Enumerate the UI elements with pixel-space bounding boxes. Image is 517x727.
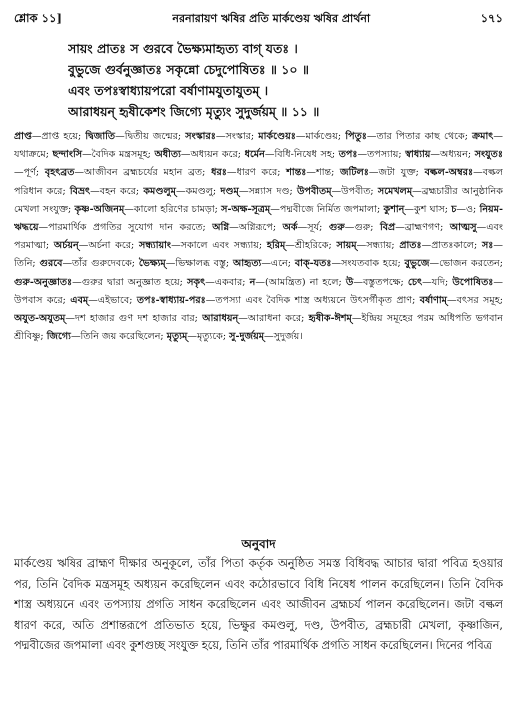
synonym-term: মার্কণ্ডেয়ঃ <box>258 131 296 142</box>
synonym-term: সংস্কারঃ <box>185 131 216 142</box>
synonym-term: হৃষীক-ঈশম্‌ <box>308 313 352 325</box>
verse-line: আরাধয়ন্‌ হৃষীকেশং জিগ্যে মৃত্যুং সুদুর্জয়ম্‌ ॥ ১১ ॥ <box>68 104 320 119</box>
synonym-term: সংযুতঃ <box>474 149 503 161</box>
synonym-gloss: —শ্রীহরিকে; <box>285 240 337 252</box>
synonym-gloss: —এনে; <box>261 258 295 270</box>
synonym-term: দণ্ডম্‌ <box>220 185 239 197</box>
synonym-gloss: —কালো হরিণের চামড়া; <box>124 203 222 215</box>
synonym-term: কমণ্ডলুম্‌ <box>143 185 176 197</box>
synonym-gloss: —পদ্মবীজে নির্মিত জপমালা; <box>270 203 384 215</box>
synonym-term: অধীত্য <box>154 149 181 161</box>
synonym-term: আরাধয়ন্‌ <box>202 313 239 325</box>
sanskrit-verses <box>14 38 503 122</box>
synonym-term: বিভ্রৎ <box>69 185 91 197</box>
synonym-gloss: —সন্ধ্যায়; <box>356 240 400 252</box>
synonym-gloss: —সংস্কার; <box>215 131 259 142</box>
running-head <box>14 10 503 30</box>
synonym-gloss: —আজীবন ব্রহ্মচর্যের মহান ব্রত; <box>74 167 212 179</box>
synonym-gloss: —তপস্যা এবং বৈদিক শাস্ত্র অধ্যয়নে উৎসর্গীকৃত প্রাণ; <box>205 294 420 306</box>
synonym-gloss: —গুরুর দ্বারা অনুজ্ঞাত হয়ে; <box>72 276 188 288</box>
synonym-term: মৃত্যুম্‌ <box>166 331 188 343</box>
synonym-gloss: —ধারণ করে; <box>226 167 287 179</box>
synonym-gloss: —এবং পরমাত্মা; <box>14 222 503 252</box>
synonym-gloss: —এইভাবে; <box>88 294 137 306</box>
synonym-gloss: —যথাক্রমে; <box>14 131 503 161</box>
synonym-term: হরিম্‌ <box>266 240 286 252</box>
synonym-gloss: —বস্তুতপক্ষে; <box>353 276 408 288</box>
synonym-term: সন্ধ্যায়াং <box>138 240 172 252</box>
synonym-term: ক্রমাৎ <box>472 131 494 142</box>
synonym-term: বুভুজে <box>404 258 430 270</box>
synonym-term: অর্ক <box>282 222 298 234</box>
synonym-gloss: —গুরু; <box>344 222 380 234</box>
synonym-gloss: —তাঁর গুরুদেবকে; <box>62 258 139 270</box>
synonym-term: তপঃ <box>338 149 358 161</box>
synonym-term: ধরঃ <box>211 167 227 179</box>
synonym-term: উপোষিতঃ <box>452 276 494 288</box>
synonym-gloss: —বিধি-নিষেধ সহ; <box>264 149 339 161</box>
synonym-gloss: —উপবাস করে; <box>14 276 503 306</box>
synonym-term: শান্তঃ <box>286 167 307 179</box>
synonym-term: জটিলঃ <box>340 167 369 179</box>
synonym-term: গুরু <box>328 222 345 234</box>
synonym-gloss: —তপস্যায়; <box>357 149 406 161</box>
synonym-term: অগ্নি <box>212 222 230 234</box>
synonym-gloss: —ভোজন করতেন; <box>429 258 503 270</box>
synonym-term: সু-দুর্জয়ম্‌ <box>229 331 265 343</box>
synonym-gloss: —অগ্নিরূপে; <box>229 222 283 234</box>
synonym-term: চ <box>451 203 457 215</box>
synonym-term: তপঃ-স্বাধ্যায়-পরঃ <box>136 294 206 306</box>
synonym-gloss: —সকালে এবং সন্ধ্যায়; <box>171 240 267 252</box>
synonym-gloss: —প্রাপ্ত হয়ে; <box>31 131 86 142</box>
synonym-term: ধর্মেন <box>244 149 265 161</box>
synonym-gloss: —ভিক্ষালব্ধ বস্তু; <box>165 258 233 270</box>
synonym-gloss: —(আমন্ত্রিত) না হলে; <box>255 276 346 288</box>
synonym-gloss: —একবার; <box>205 276 250 288</box>
synonym-term: স্বাধ্যায় <box>405 149 431 161</box>
synonym-term: উপবীতম্‌ <box>296 185 332 197</box>
synonym-term: বল্কল-অম্বরঃ <box>424 167 474 179</box>
synonym-gloss: —তিনি জয় করেছিলেন; <box>70 331 167 343</box>
synonym-term: জিগ্যে <box>46 331 71 343</box>
synonym-term: বিপ্র <box>379 222 396 234</box>
synonym-term: বাক্‌-যতঃ <box>294 258 332 270</box>
page-number: ১৭১ <box>480 11 503 25</box>
synonym-gloss: —মৃত্যুকে; <box>187 331 230 343</box>
synonym-term: স-অক্ষ-সূত্রম্‌ <box>221 203 271 215</box>
synonym-term: ভৈক্ষ্যম্‌ <box>138 258 166 270</box>
synonym-term: অযুত-অযুতম্‌ <box>14 313 66 325</box>
synonym-gloss: —ব্রহ্মচারীর আনুষ্ঠানিক মেখলা সংযুক্ত; <box>14 185 503 215</box>
synonym-term: সায়ম্‌ <box>336 240 357 252</box>
synonym-gloss: —দশ হাজার গুণ দশ হাজার বার; <box>65 313 203 325</box>
synonym-term: আত্মসু <box>449 222 477 234</box>
synonym-term: নিয়ম-ঋদ্ধয়ে <box>14 203 503 234</box>
synonym-gloss: —কমণ্ডলু; <box>175 185 221 197</box>
synonym-term: বর্ষাণাম্‌ <box>419 294 448 306</box>
verse-line: সায়ং প্রাতঃ স গুরবে ভৈক্ষ্যমাহৃত্য বাগ্‌ যতঃ । <box>68 41 298 56</box>
chapter-title: নরনারায়ণ ঋষির প্রতি মার্কণ্ডেয় ঋষির প্রার্থনা <box>172 12 371 25</box>
synonym-gloss: —ব্রাহ্মণগণ; <box>395 222 450 234</box>
verse-reference: শ্লোক ১১] <box>14 11 62 25</box>
synonym-term: এবম্‌ <box>70 294 89 306</box>
synonym-gloss: —মার্কণ্ডেয়; <box>295 131 346 142</box>
synonym-gloss: —ও; <box>456 203 480 215</box>
synonym-gloss: —আরাধনা করে; <box>238 313 309 325</box>
translation-text: মার্কণ্ডেয় ঋষির ব্রাহ্মণ দীক্ষার অনুকূলে, তাঁর পিতা কর্তৃক অনুষ্ঠিত সমস্ত বিধিবদ্ধ আচার দ্বারা পবিত্র হওয়ার পর, তিনি বৈদিক মন্ত্রসমূহ অধ্যয়ন করেছিলেন এবং কঠোরভাবে বিধি নিষেধ পালন করেছিলেন। তিনি বৈদিক শাস্ত্র অধ্যয়নে এবং তপস্যায় প্রগতি সাধন করেছিলেন এবং আজীবন ব্রহ্মচর্য পালন করেছিলেন। জটা বল্কল ধারণ করে, অতি প্রশান্তরূপে প্রতিভাত হয়ে, ভিক্ষুর কমণ্ডলু, দণ্ড, উপবীত, ব্রহ্মচারী মেখলা, কৃষ্ণাজিন, পদ্মবীজের জপমালা এবং কুশগুচ্ছ সংযুক্ত হয়ে, তিনি তাঁর পারমার্থিক প্রগতি সাধন করেছিলেন। দিনের পবিত্র <box>14 557 503 652</box>
synonym-term: ছন্দাংসি <box>52 149 83 161</box>
synonym-gloss: —দ্বিতীয় জন্মের; <box>115 131 186 142</box>
synonym-term: ন <box>249 276 256 288</box>
synonym-gloss: —অর্চনা করে; <box>78 240 139 252</box>
synonym-term: দ্বিজাতি <box>85 131 116 142</box>
verse-line: বুভুজে গুর্বনুজ্ঞাতঃ সকৃন্নো চেদুপোষিতঃ ॥ ১০ ॥ <box>68 62 309 77</box>
synonym-term: সমেখলম্‌ <box>377 185 413 197</box>
synonym-gloss: —অধ্যয়ন; <box>430 149 475 161</box>
synonym-term: কুশান্‌ <box>383 203 405 215</box>
synonym-term: উ <box>345 276 354 288</box>
synonym-term: প্রাতঃ <box>399 240 422 252</box>
synonym-gloss: —ইন্দ্রিয় সমূহের পরম অধিপতি ভগবান শ্রীবিষ্ণু; <box>14 313 503 343</box>
synonym-term: পিতুঃ <box>345 131 367 142</box>
synonym-term: সঃ <box>481 240 494 252</box>
synonym-term: গুরবে <box>39 258 63 270</box>
synonym-gloss: —অধ্যয়ন করে; <box>180 149 245 161</box>
synonym-gloss: —কুশ ঘাস; <box>404 203 452 215</box>
synonym-gloss: —উপবীত; <box>331 185 378 197</box>
synonym-term: কৃষ্ণ-অজিনম্‌ <box>74 203 125 215</box>
synonym-gloss: —বল্কল পরিধান করে; <box>14 167 503 197</box>
synonym-gloss: —পারমার্থিক প্রগতির সুযোগ দান করতে; <box>38 222 213 234</box>
synonym-term: প্রাপ্ত <box>14 131 32 142</box>
synonym-gloss: —তিনি; <box>14 240 503 270</box>
synonym-term: আহৃত্য <box>232 258 262 270</box>
synonym-gloss: —তার পিতার কাছ থেকে; <box>366 131 473 142</box>
synonym-gloss: —সন্ন্যাস দণ্ড; <box>238 185 297 197</box>
synonym-term: অর্চয়ন্‌ <box>53 240 79 252</box>
translation-heading: অনুবাদ <box>241 537 276 551</box>
synonym-gloss: —প্রাতঃকালে; <box>421 240 482 252</box>
synonym-gloss: —সংযতবাক হয়ে; <box>331 258 405 270</box>
synonym-term: চেৎ <box>407 276 423 288</box>
synonym-term: গুরু-অনুজ্ঞাতঃ <box>14 276 73 288</box>
synonym-gloss: —পূর্ণ; <box>14 167 45 179</box>
synonym-term: বৃহৎব্রত <box>44 167 75 179</box>
synonym-gloss: —যদি; <box>422 276 453 288</box>
synonym-gloss: —সূর্য; <box>297 222 329 234</box>
synonym-gloss: —সুদুর্জয়। <box>264 331 303 343</box>
synonym-gloss: —বৎসর সমূহ; <box>447 294 503 306</box>
synonym-term: সকৃৎ <box>187 276 206 288</box>
verse-line: এবং তপঃস্বাধ্যায়পরো বর্ষাণামযুতাযুতম্‌ । <box>68 83 269 98</box>
synonym-gloss: —শান্ত; <box>306 167 341 179</box>
synonym-gloss: —বহন করে; <box>90 185 144 197</box>
word-for-word-synonyms <box>14 128 503 528</box>
synonym-gloss: —বৈদিক মন্ত্রসমূহ; <box>82 149 155 161</box>
synonym-gloss: —জটা যুক্ত; <box>368 167 425 179</box>
